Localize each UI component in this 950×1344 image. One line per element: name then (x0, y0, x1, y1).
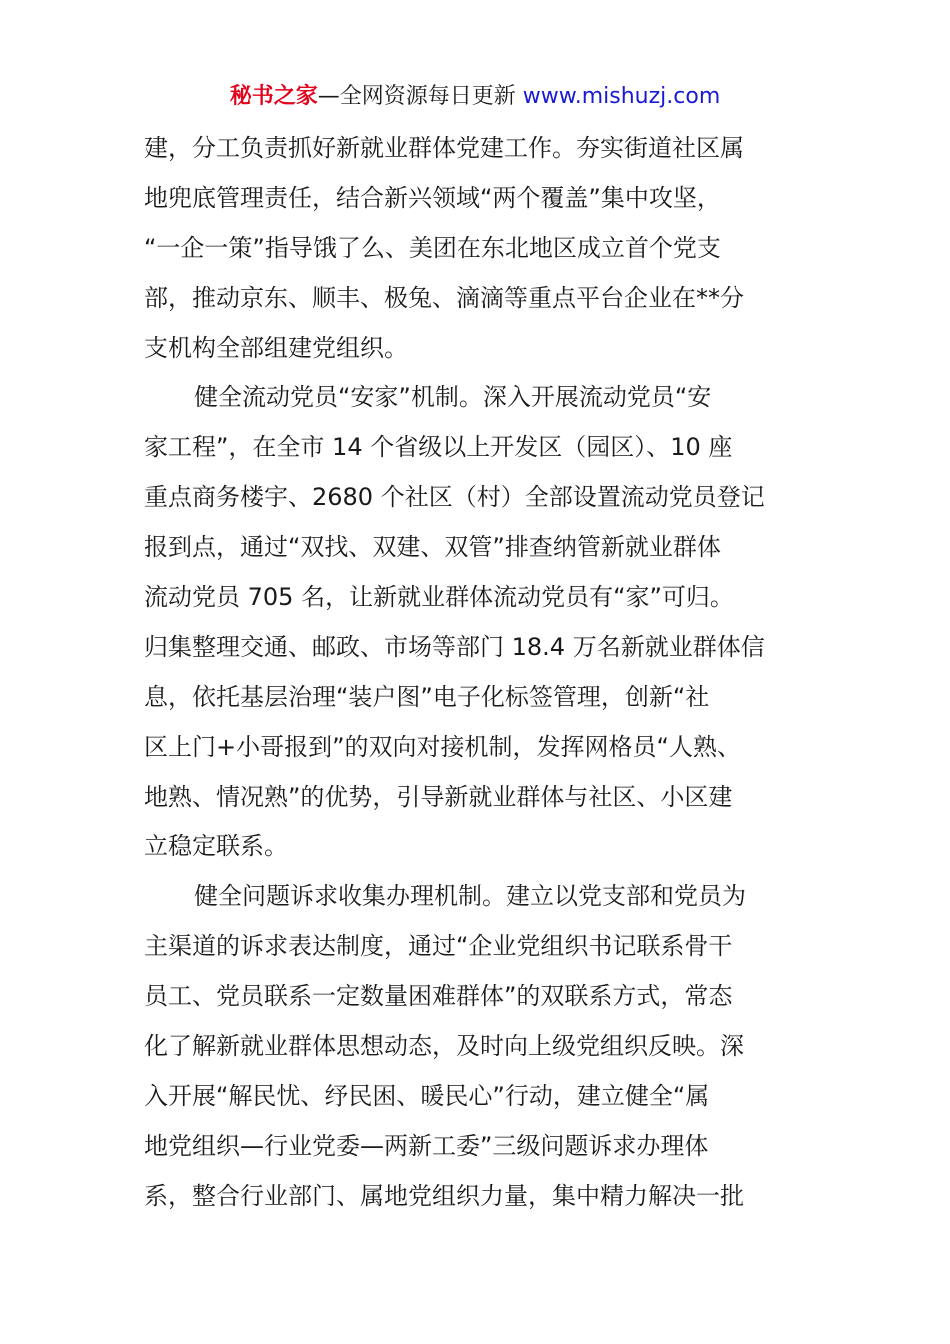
text-line: 流动党员 705 名，让新就业群体流动党员有“家”可归。 (144, 583, 734, 612)
paragraph-start-line: 健全流动党员“安家”机制。深入开展流动党员“安 (194, 383, 712, 412)
text-line: 重点商务楼宇、2680 个社区（村）全部设置流动党员登记 (144, 483, 765, 512)
text-line: 部，推动京东、顺丰、极兔、滴滴等重点平台企业在**分 (144, 283, 744, 312)
text-line: 立稳定联系。 (144, 832, 288, 861)
text-line: 区上门+小哥报到”的双向对接机制，发挥网格员“人熟、 (144, 732, 741, 761)
header-tagline: —全网资源每日更新 (317, 84, 523, 109)
brand-name: 秘书之家 (229, 84, 318, 109)
text-line: 支机构全部组建党组织。 (144, 333, 408, 362)
text-line: 入开展“解民忧、纾民困、暖民心”行动，建立健全“属 (144, 1081, 710, 1110)
text-line: 家工程”，在全市 14 个省级以上开发区（园区）、10 座 (144, 433, 733, 462)
text-line: 系，整合行业部门、属地党组织力量，集中精力解决一批 (144, 1181, 744, 1210)
text-line: 息，依托基层治理“装户图”电子化标签管理，创新“社 (144, 682, 710, 711)
text-line: 报到点，通过“双找、双建、双管”排查纳管新就业群体 (144, 533, 721, 562)
site-url[interactable]: www.mishuzj.com (522, 84, 721, 109)
page-header (0, 80, 950, 114)
text-line: 化了解新就业群体思想动态，及时向上级党组织反映。深 (144, 1032, 744, 1061)
text-line: 地党组织—行业党委—两新工委”三级问题诉求办理体 (144, 1131, 709, 1160)
text-line: 建，分工负责抓好新就业群体党建工作。夯实街道社区属 (144, 134, 744, 162)
text-line: 地熟、情况熟”的优势，引导新就业群体与社区、小区建 (144, 782, 733, 811)
document-body (144, 124, 814, 1222)
text-line: 地兜底管理责任，结合新兴领域“两个覆盖”集中攻坚， (144, 183, 721, 212)
paragraph-start-line: 健全问题诉求收集办理机制。建立以党支部和党员为 (194, 882, 746, 911)
text-line: 归集整理交通、邮政、市场等部门 18.4 万名新就业群体信 (144, 632, 765, 661)
text-line: 员工、党员联系一定数量困难群体”的双联系方式，常态 (144, 982, 733, 1011)
text-line: 主渠道的诉求表达制度，通过“企业党组织书记联系骨干 (144, 932, 733, 961)
text-line: “一企一策”指导饿了么、美团在东北地区成立首个党支 (144, 233, 721, 262)
